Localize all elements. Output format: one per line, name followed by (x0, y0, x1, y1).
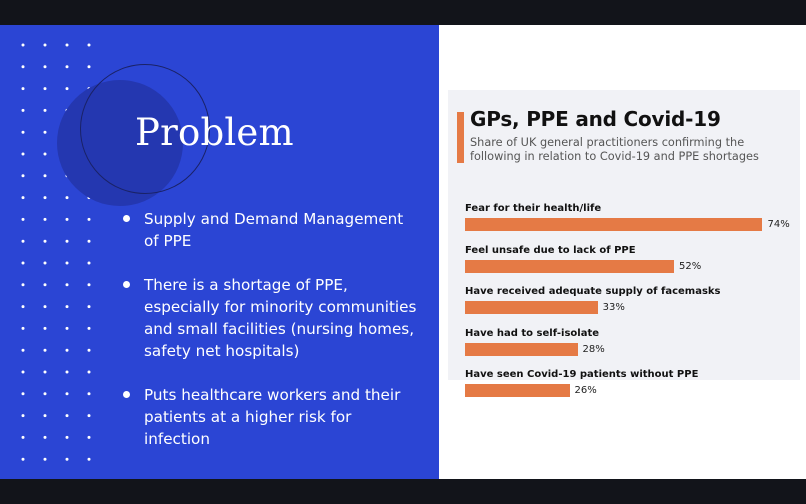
bar-category-label: Fear for their health/life (465, 203, 602, 214)
decor-dot (22, 458, 25, 461)
decor-dot (88, 65, 91, 68)
decor-dot (88, 283, 91, 286)
bar (465, 343, 578, 356)
decor-dot (66, 240, 69, 243)
decor-dot (88, 327, 91, 330)
decor-dot (66, 196, 69, 199)
decor-dot (44, 218, 47, 221)
decor-dot (44, 327, 47, 330)
decor-dot (66, 87, 69, 90)
decor-dot (44, 305, 47, 308)
decor-dot (22, 65, 25, 68)
decor-dot (22, 305, 25, 308)
decor-dot (44, 196, 47, 199)
bullet-dot-icon (123, 391, 130, 398)
decor-dot (88, 262, 91, 265)
decor-dot (66, 262, 69, 265)
decor-dot (44, 131, 47, 134)
bar (465, 301, 598, 314)
bar-chart (448, 90, 800, 396)
chart-subtitle: Share of UK general practitioners confirming the following in relation to Covid-19 and PPE shortages (470, 136, 759, 163)
decor-dot (66, 371, 69, 374)
decor-dot (66, 44, 69, 47)
decor-dot (44, 44, 47, 47)
decor-dot (66, 458, 69, 461)
bullet-text: Supply and Demand Management of PPE (144, 210, 404, 250)
bar-value-label: 33% (602, 302, 625, 313)
decor-dot (44, 109, 47, 112)
decor-dot (22, 153, 25, 156)
decor-dot (22, 327, 25, 330)
decor-dot (44, 392, 47, 395)
bar-value-label: 74% (767, 219, 790, 230)
decor-dot (22, 240, 25, 243)
bullet-text: There is a shortage of PPE, especially for minority communities and small facilities (nursing homes, safety net hospitals) (144, 276, 417, 360)
bar (465, 260, 674, 273)
decor-dot (22, 87, 25, 90)
decor-dot (22, 436, 25, 439)
decor-dot (66, 436, 69, 439)
decor-dot (88, 349, 91, 352)
decor-dot (88, 218, 91, 221)
decor-dot (88, 392, 91, 395)
decor-dot (44, 65, 47, 68)
bar-value-label: 52% (679, 260, 702, 272)
decor-dot (22, 392, 25, 395)
decor-dot (66, 218, 69, 221)
decor-dot (44, 174, 47, 177)
decor-dot (88, 371, 91, 374)
bar-category-label: Feel unsafe due to lack of PPE (465, 244, 636, 256)
chart-title: GPs, PPE and Covid-19 (470, 107, 721, 131)
decor-dot (66, 327, 69, 330)
decor-dot (44, 283, 47, 286)
bar-value-label: 26% (574, 385, 597, 396)
bar-category-label: Have seen Covid-19 patients without PPE (465, 369, 699, 380)
decor-dot (66, 283, 69, 286)
decor-dot (44, 414, 47, 417)
decor-dot (88, 414, 91, 417)
decor-dot (88, 305, 91, 308)
decor-dot (22, 371, 25, 374)
bullet-item (120, 384, 420, 450)
bar-category-label: Have had to self-isolate (465, 327, 600, 339)
decor-dot (44, 349, 47, 352)
decor-dot (22, 109, 25, 112)
decor-dot (22, 262, 25, 265)
bullet-item (120, 208, 420, 252)
bullet-list (120, 208, 420, 472)
decor-dot (88, 458, 91, 461)
bar-category-label: Have received adequate supply of facemasks (465, 286, 721, 297)
bullet-item (120, 274, 420, 362)
decor-dot (22, 44, 25, 47)
decor-dot (22, 283, 25, 286)
decor-dot (66, 392, 69, 395)
bar-value-label: 28% (582, 343, 605, 355)
decor-dot (22, 174, 25, 177)
decor-dot (22, 218, 25, 221)
slide (0, 25, 806, 479)
decor-dot (66, 349, 69, 352)
bar (465, 218, 762, 231)
decor-dot (44, 240, 47, 243)
decor-dot (44, 153, 47, 156)
bullet-text: Puts healthcare workers and their patients at a higher risk for infection (144, 386, 401, 448)
slide-title: Problem (135, 111, 294, 154)
decor-dot (44, 262, 47, 265)
bar (465, 384, 570, 397)
decor-dot (44, 87, 47, 90)
decor-dot (66, 65, 69, 68)
decor-dot (88, 44, 91, 47)
decor-dot (88, 436, 91, 439)
left-panel (0, 25, 439, 479)
decor-dot (22, 196, 25, 199)
decor-dot (88, 240, 91, 243)
chart-card (448, 90, 800, 396)
decor-dot (66, 305, 69, 308)
decor-dot (44, 436, 47, 439)
bullet-dot-icon (123, 281, 130, 288)
decor-dot (22, 414, 25, 417)
bullet-dot-icon (123, 215, 130, 222)
decor-dot (44, 458, 47, 461)
decor-dot (66, 414, 69, 417)
decor-dot (44, 371, 47, 374)
decor-dot (22, 349, 25, 352)
decor-dot (22, 131, 25, 134)
